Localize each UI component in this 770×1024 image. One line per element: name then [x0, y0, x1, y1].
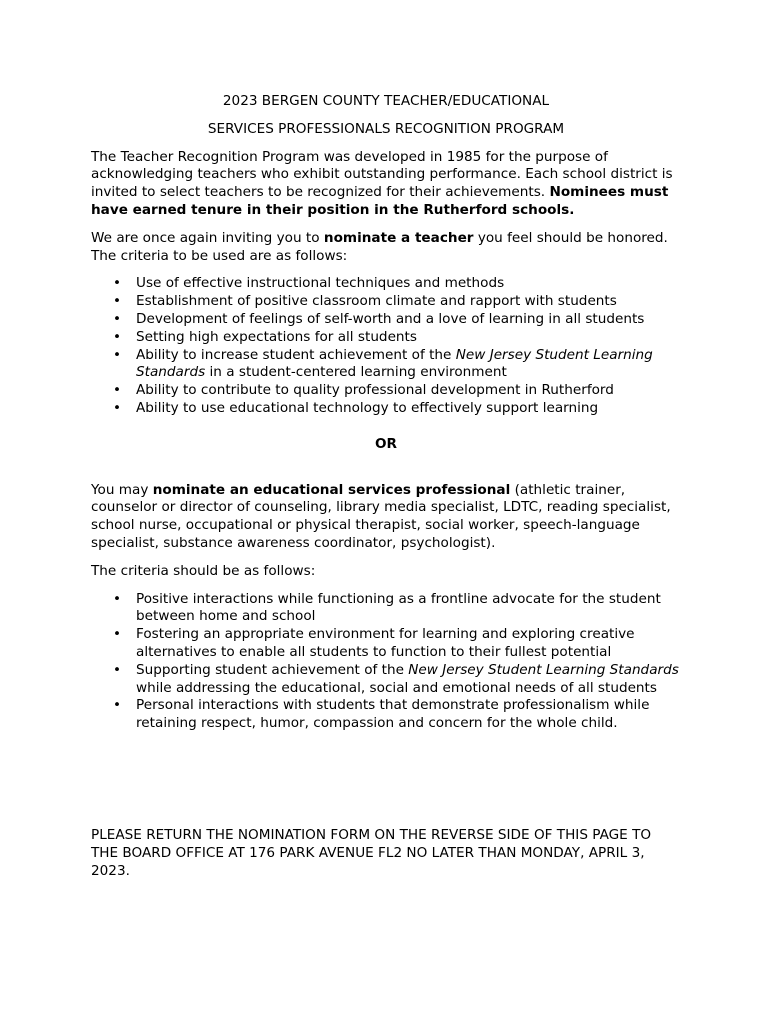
esp-criteria-list [91, 591, 681, 733]
list-item [91, 626, 681, 662]
list-item-text: in a student-centered learning environment [205, 364, 507, 381]
list-item-text: Fostering an appropriate environment for learning and exploring creative alternatives to enable all students to function to their fullest potential [136, 626, 635, 660]
list-item [91, 382, 681, 400]
list-item-text: Setting high expectations for all students [136, 328, 417, 345]
list-item-text: Use of effective instructional techniques and methods [136, 275, 505, 292]
title-line-2: SERVICES PROFESSIONALS RECOGNITION PROGRAM [207, 120, 565, 137]
standards-italic: New Jersey Student Learning Standards [136, 346, 653, 381]
list-item-text: Personal interactions with students that demonstrate professionalism while retaining respect, humor, compassion and concern for the whole child. [136, 697, 650, 732]
bullet: • [113, 626, 122, 643]
esp-post: (athletic trainer, counselor or director of counseling, library media specialist, LDTC, reading specialist, school nurse, occupational or physical therapist, social worker, speech-language specialist, substance awareness coordinator, psychologist). [91, 481, 671, 551]
bullet: • [113, 293, 122, 310]
title-line-1: 2023 BERGEN COUNTY TEACHER/EDUCATIONAL [222, 93, 550, 109]
list-item-text: Establishment of positive classroom climate and rapport with students [136, 293, 617, 310]
tenure-requirement: Nominees must have earned tenure in their position in the Rutherford schools. [91, 184, 669, 218]
bullet: • [113, 590, 122, 607]
list-item [91, 275, 681, 293]
standards-italic: New Jersey Student Learning Standards [408, 661, 679, 678]
list-item [91, 347, 681, 383]
invite-bold: nominate a teacher [323, 229, 474, 246]
bullet: • [113, 697, 122, 714]
bullet: • [113, 382, 122, 399]
document-body [91, 93, 681, 890]
list-item-text: Positive interactions while functioning as a frontline advocate for the student between home and school [136, 590, 661, 625]
bullet: • [113, 399, 122, 416]
invite-paragraph [91, 230, 681, 266]
list-item-text: Ability to contribute to quality professional development in Rutherford [136, 382, 614, 399]
bullet: • [113, 661, 122, 678]
teacher-criteria-list [91, 275, 681, 417]
bullet: • [113, 328, 122, 345]
list-item [91, 293, 681, 311]
esp-pre: You may [91, 481, 153, 498]
list-item [91, 697, 681, 733]
esp-bold: nominate an educational services professional [152, 481, 511, 498]
list-item [91, 329, 681, 347]
list-item [91, 400, 681, 418]
return-notice: PLEASE RETURN THE NOMINATION FORM ON THE REVERSE SIDE OF THIS PAGE TO THE BOARD OFFICE AT 176 PARK AVENUE FL2 NO LATER THAN MONDAY, APRIL 3, 2023. [91, 826, 652, 879]
list-item-text: Supporting student achievement of the [136, 661, 409, 678]
intro-paragraph [91, 149, 681, 220]
esp-criteria-intro: The criteria should be as follows: [91, 562, 316, 579]
bullet: • [113, 346, 122, 363]
list-item-text: Ability to use educational technology to effectively support learning [136, 399, 599, 416]
list-item [91, 311, 681, 329]
bullet: • [113, 275, 122, 292]
list-item-text: Development of feelings of self-worth and a love of learning in all students [136, 310, 645, 327]
invite-post: you feel should be honored. The criteria to be used are as follows: [91, 229, 668, 264]
list-item-text: while addressing the educational, social and emotional needs of all students [136, 679, 657, 696]
bullet: • [113, 310, 122, 327]
list-item [91, 662, 681, 698]
list-item [91, 591, 681, 627]
invite-pre: We are once again inviting you to [91, 229, 324, 246]
list-item-text: Ability to increase student achievement of the [136, 346, 456, 363]
or-divider: OR [374, 435, 398, 452]
intro-text: The Teacher Recognition Program was developed in 1985 for the purpose of acknowledging teachers who exhibit outstanding performance. Each school district is invited to select teachers to be recognized for their achievements. [91, 148, 673, 201]
esp-paragraph [91, 482, 681, 553]
